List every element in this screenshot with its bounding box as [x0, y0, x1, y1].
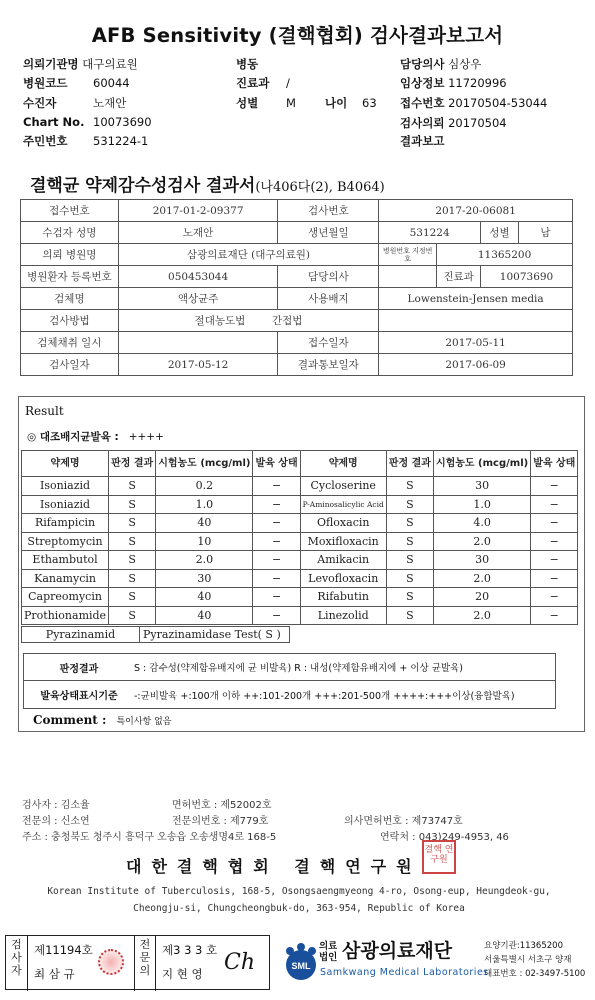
institute-english-line1: Korean Institute of Tuberculosis, 168-5, Osongsaengmyeong 4-ro, Osong-eup, Heungdeok-gu,: [47, 886, 551, 897]
drug-growth: −: [253, 495, 300, 514]
org-address: 서울특별시 서초구 양재: [484, 955, 572, 965]
staff-license: 면허번호 : 제52002호: [172, 800, 272, 811]
staff-specialist-no: 전문의번호 : 제779호: [172, 816, 269, 827]
pyrazinamid-name: Pyrazinamid: [22, 627, 140, 643]
report-title: 결핵균 약제감수성검사 결과서(나406다(2), B4064): [30, 176, 385, 196]
drug-growth: −: [253, 606, 300, 625]
drug-name: Kanamycin: [22, 569, 109, 588]
col-header: 약제명: [300, 451, 386, 477]
drug-conc: 40: [156, 514, 253, 533]
drug-conc: 0.2: [156, 477, 253, 496]
col-header: 판정 결과: [109, 451, 156, 477]
info-value: 531224: [379, 222, 481, 244]
info-label: 사용배지: [278, 288, 379, 310]
drug-result: S: [386, 514, 433, 533]
drug-growth: −: [531, 477, 578, 496]
drug-name: Isoniazid: [22, 477, 109, 496]
info-label: 검사방법: [21, 310, 119, 332]
drug-result: S: [386, 495, 433, 514]
drug-growth: −: [253, 569, 300, 588]
report-header-title: AFB Sensitivity (결핵협회) 검사결과보고서: [91, 24, 504, 47]
drug-result: S: [109, 569, 156, 588]
header-sex: 성별 M: [236, 96, 296, 110]
verifier-vlabel: 전 문 의: [134, 936, 156, 991]
legend-box: [23, 653, 556, 709]
drug-growth: −: [531, 588, 578, 607]
info-value: Lowenstein-Jensen media: [379, 288, 573, 310]
header-chart-no: Chart No. 10073690: [23, 115, 152, 129]
drug-conc: 30: [433, 551, 530, 570]
info-label: 병원환자 등록번호: [21, 266, 119, 288]
table-row: [22, 606, 578, 625]
col-header: 약제명: [22, 451, 109, 477]
staff-phone: 연락처 : 043)249-4953, 46: [380, 832, 509, 843]
drug-conc: 30: [433, 477, 530, 496]
info-value: 노재안: [118, 222, 278, 244]
drug-growth: −: [531, 495, 578, 514]
info-label: 검사일자: [21, 354, 119, 376]
header-id-no: 주민번호 531224-1: [23, 134, 149, 148]
staff-tester: 검사자 : 김소율: [22, 800, 90, 811]
drug-result: S: [109, 477, 156, 496]
info-label: 접수번호: [21, 200, 119, 222]
drug-result: S: [109, 551, 156, 570]
header-ward: 병동: [236, 57, 259, 71]
info-label: 결과통보일자: [278, 354, 379, 376]
header-dept: 진료과 /: [236, 76, 290, 90]
drug-result: S: [386, 588, 433, 607]
drug-conc: 2.0: [433, 569, 530, 588]
drug-name: Streptomycin: [22, 532, 109, 551]
info-value: 2017-05-12: [118, 354, 278, 376]
drug-conc: 2.0: [433, 606, 530, 625]
col-header: 시험농도 (mcg/ml): [433, 451, 530, 477]
drug-growth: −: [253, 532, 300, 551]
institute-name: 대한결핵협회 결핵연구원: [126, 857, 422, 876]
table-row: [22, 588, 578, 607]
info-label: 검체채취 일시: [21, 332, 119, 354]
drug-growth: −: [531, 551, 578, 570]
drug-name: Rifampicin: [22, 514, 109, 533]
drug-growth: −: [531, 606, 578, 625]
verifier-name: 지 현 영: [162, 967, 203, 981]
drug-name: Moxifloxacin: [300, 532, 386, 551]
legend-growth-value: -:균비발육 +:100개 이하 ++:101-200개 +++:201-500개 ++++:+++이상(융합발육): [134, 690, 515, 702]
staff-address: 주소 : 충청북도 청주시 흥덕구 오송읍 오송생명4로 168-5: [22, 832, 277, 843]
scanned-report: [8, 164, 590, 932]
header-receipt-no: 접수번호 20170504-53044: [400, 96, 548, 110]
table-row: [22, 495, 578, 514]
drug-name: Amikacin: [300, 551, 386, 570]
info-label: 병원번호 지정번호: [379, 244, 437, 266]
col-header: 발육 상태: [531, 451, 578, 477]
drug-result: S: [109, 495, 156, 514]
drug-conc: 40: [156, 588, 253, 607]
drug-name: Ofloxacin: [300, 514, 386, 533]
brand-english: Samkwang Medical Laboratories: [320, 967, 489, 978]
col-header: 시험농도 (mcg/ml): [156, 451, 253, 477]
info-value: [379, 310, 573, 332]
info-value: 10073690: [481, 266, 573, 288]
staff-doctor-license: 의사면허번호 : 제73747호: [344, 816, 463, 827]
pyrazinamid-test: Pyrazinamidase Test( S ): [140, 627, 290, 643]
col-header: 판정 결과: [386, 451, 433, 477]
info-label: 진료과: [437, 266, 481, 288]
drug-name: Levofloxacin: [300, 569, 386, 588]
drug-conc: 10: [156, 532, 253, 551]
signature-box: [5, 935, 270, 990]
drug-growth: −: [253, 551, 300, 570]
drug-growth: −: [531, 569, 578, 588]
info-value: 2017-20-06081: [379, 200, 573, 222]
drug-conc: 1.0: [433, 495, 530, 514]
drug-conc: 2.0: [433, 532, 530, 551]
institute-english-line2: Cheongju-si, Chungcheongbuk-do, 363-954, Republic of Korea: [133, 903, 465, 914]
drug-growth: −: [253, 514, 300, 533]
header-doctor: 담당의사 심상우: [400, 57, 482, 71]
info-value: 절대농도법 간접법: [118, 310, 378, 332]
legend-judge-label: 판정결과: [59, 663, 99, 675]
drug-result: S: [386, 551, 433, 570]
table-row: [22, 551, 578, 570]
info-table: [20, 199, 573, 376]
info-value: 11365200: [437, 244, 573, 266]
col-header: 발육 상태: [253, 451, 300, 477]
drug-result: S: [109, 532, 156, 551]
brand-small: 의료 법인: [319, 941, 338, 963]
header-clinical-info: 임상정보 11720996: [400, 76, 507, 90]
org-code: 요양기관:11365200: [484, 941, 563, 951]
drug-name: Prothionamide: [22, 606, 109, 625]
drug-growth: −: [253, 477, 300, 496]
staff-specialist: 전문의 : 신소연: [22, 816, 90, 827]
info-value: 삼광의료재단 (대구의료원): [118, 244, 378, 266]
info-value: 2017-01-2-09377: [118, 200, 278, 222]
drug-name: Linezolid: [300, 606, 386, 625]
tester-name: 최 삼 규: [34, 967, 75, 981]
header-request: 검사의뢰 20170504: [400, 116, 507, 130]
drug-conc: 4.0: [433, 514, 530, 533]
drug-name: Ethambutol: [22, 551, 109, 570]
info-label: 접수일자: [278, 332, 379, 354]
drug-conc: 1.0: [156, 495, 253, 514]
drug-growth: −: [531, 532, 578, 551]
tester-vlabel: 검 사 자: [6, 936, 28, 991]
header-age: 나이 63: [325, 96, 377, 110]
info-value: [118, 332, 278, 354]
drug-result: S: [386, 532, 433, 551]
tester-stamp-icon: [98, 949, 124, 975]
legend-judge-value: S : 감수성(약제함유배지에 균 비발육) R : 내성(약제함유배지에 + 이상 균발육): [134, 663, 463, 674]
table-row: [22, 514, 578, 533]
drug-conc: 20: [433, 588, 530, 607]
drug-conc: 2.0: [156, 551, 253, 570]
info-value: 050453044: [118, 266, 278, 288]
drug-conc: 30: [156, 569, 253, 588]
drug-table: [21, 450, 578, 625]
drug-result: S: [109, 606, 156, 625]
info-value: 2017-05-11: [379, 332, 573, 354]
verifier-no: 제3 3 3 호: [162, 943, 218, 957]
drug-name: Rifabutin: [300, 588, 386, 607]
drug-result: S: [109, 588, 156, 607]
drug-result: S: [386, 569, 433, 588]
info-label: 수검자 성명: [21, 222, 119, 244]
table-row: [22, 477, 578, 496]
info-label: 의뢰 병원명: [21, 244, 119, 266]
pyrazinamid-row: [21, 626, 290, 643]
verifier-signature: Ch: [224, 950, 256, 975]
header-collector: 수진자 노재안: [23, 96, 127, 110]
info-label: 생년월일: [278, 222, 379, 244]
drug-result: S: [386, 606, 433, 625]
drug-name: Cycloserine: [300, 477, 386, 496]
info-label: 담당의사: [278, 266, 379, 288]
sml-logo-icon: [280, 941, 322, 983]
drug-growth: −: [253, 588, 300, 607]
info-value: 2017-06-09: [379, 354, 573, 376]
drug-name: Isoniazid: [22, 495, 109, 514]
info-label: 성별: [481, 222, 519, 244]
svg-text:SML: SML: [291, 961, 311, 971]
control-growth: ◎ 대조배지균발육 : ++++: [27, 431, 164, 443]
info-value: 액상균주: [118, 288, 278, 310]
table-row: [22, 532, 578, 551]
drug-name: P-Aminosalicylic Acid: [300, 495, 386, 514]
header-report: 결과보고: [400, 134, 445, 148]
drug-result: S: [109, 514, 156, 533]
drug-conc: 40: [156, 606, 253, 625]
comment: Comment : 특이사항 없음: [33, 713, 172, 727]
brand-name: 삼광의료재단: [342, 940, 453, 962]
drug-name: Capreomycin: [22, 588, 109, 607]
drug-growth: −: [531, 514, 578, 533]
tester-no: 제11194호: [34, 943, 93, 957]
info-label: 검체명: [21, 288, 119, 310]
result-section: [18, 396, 585, 732]
drug-result: S: [386, 477, 433, 496]
institute-seal: 결핵 연구원: [422, 840, 456, 874]
info-value: [379, 266, 437, 288]
signature-footer: [0, 935, 595, 993]
table-row: [22, 569, 578, 588]
info-label: 검사번호: [278, 200, 379, 222]
result-label: Result: [25, 404, 64, 418]
info-value: 남: [519, 222, 573, 244]
legend-growth-label: 발육상태표시기준: [40, 691, 118, 702]
header-hospital-name: 의뢰기관명 대구의료원: [23, 57, 138, 71]
header-hospital-code: 병원코드 60044: [23, 76, 130, 90]
org-phone: 대표번호 : 02-3497-5100: [484, 969, 586, 979]
